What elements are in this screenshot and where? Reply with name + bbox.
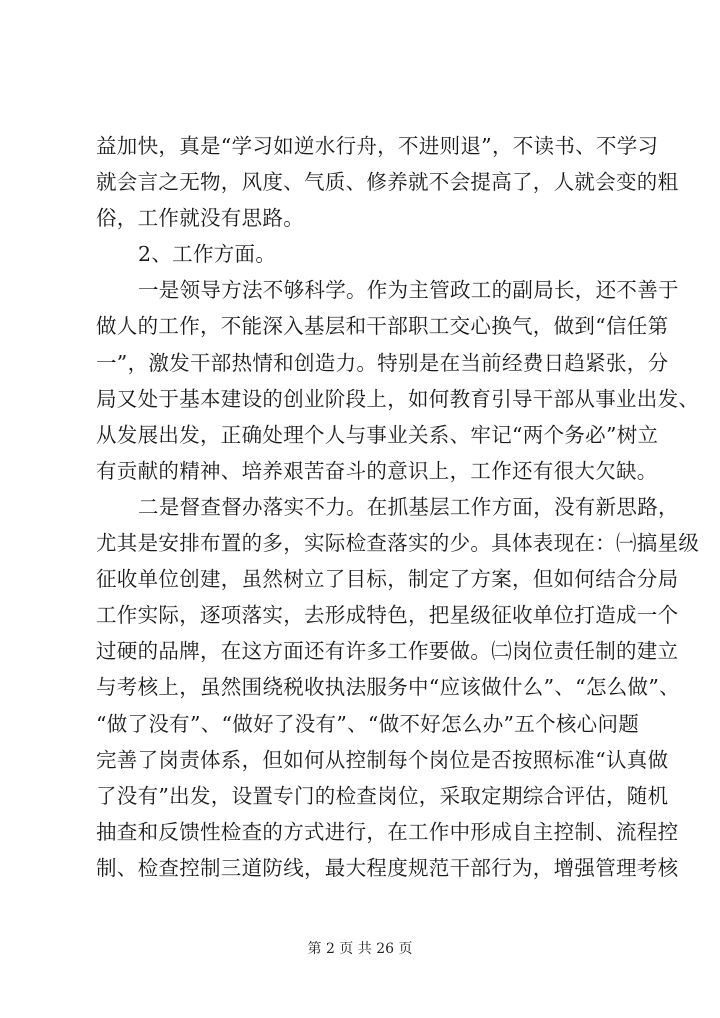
text-line: 完善了岗责体系，但如何从控制每个岗位是否按照标准“认真做: [96, 747, 669, 772]
text-line: 一”，激发干部热情和创造力。特别是在当前经费日趋紧张，分: [96, 350, 669, 375]
text-line: 做人的工作，不能深入基层和干部职工交心换气，做到“信任第: [96, 314, 669, 339]
text-line: 抽查和反馈性检查的方式进行，在工作中形成自主控制、流程控: [96, 819, 679, 844]
text-line: 征收单位创建，虽然树立了目标，制定了方案，但如何结合分局: [96, 567, 679, 592]
text-line: 过硬的品牌，在这方面还有许多工作要做。㈡岗位责任制的建立: [96, 639, 679, 664]
text-line: 与考核上，虽然围绕税收执法服务中“应该做什么”、“怎么做”、: [96, 675, 680, 700]
text-line: 尤其是安排布置的多，实际检查落实的少。具体表现在：㈠搞星级: [96, 531, 700, 556]
page-footer: 第 2 页 共 26 页: [307, 941, 413, 957]
text-line: 一是领导方法不够科学。作为主管政工的副局长，还不善于: [138, 278, 679, 303]
text-line: 工作实际，逐项落实，去形成特色，把星级征收单位打造成一个: [96, 603, 679, 628]
text-line: 俗，工作就没有思路。: [96, 206, 304, 231]
text-line: 就会言之无物，风度、气质、修养就不会提高了，人就会变的粗: [96, 170, 679, 195]
text-line: 局又处于基本建设的创业阶段上，如何教育引导干部从事业出发、: [96, 386, 700, 411]
body-text: [96, 128, 700, 886]
text-line: 二是督查督办落实不力。在抓基层工作方面，没有新思路，: [138, 494, 679, 519]
text-line: 2、工作方面。: [138, 242, 277, 267]
text-line: 益加快，真是“学习如逆水行舟，不进则退”，不读书、不学习: [96, 134, 659, 158]
text-line: 制、检查控制三道防线，最大程度规范干部行为，增强管理考核: [96, 855, 679, 880]
text-line: “做了没有”、“做好了没有”、“做不好怎么办”五个核心问题: [96, 711, 640, 736]
text-line: 从发展出发，正确处理个人与事业关系、牢记“两个务必”树立: [96, 422, 659, 447]
text-line: 了没有”出发，设置专门的检查岗位，采取定期综合评估，随机: [96, 783, 669, 808]
text-line: 有贡献的精神、培养艰苦奋斗的意识上，工作还有很大欠缺。: [96, 458, 658, 483]
